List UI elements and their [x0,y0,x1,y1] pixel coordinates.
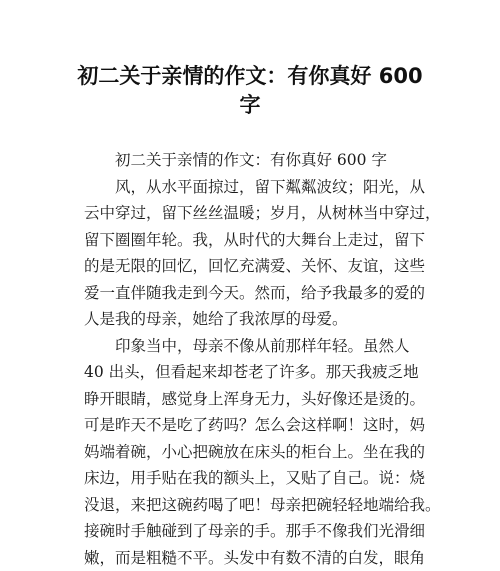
text-line: 人是我的母亲，她给了我浓厚的母爱。 [84,306,424,333]
text-line: 床边，用手贴在我的额头上，又贴了自己。说：烧 [84,465,424,492]
text-line: 印象当中，母亲不像从前那样年轻。虽然人 [84,333,424,360]
text-line: 初二关于亲情的作文：有你真好 600 字 [84,147,424,174]
text-line: 风，从水平面掠过，留下粼粼波纹；阳光，从 [84,174,424,201]
document-title [70,62,430,120]
text-line: 云中穿过，留下丝丝温暖；岁月，从树林当中穿过， [84,200,424,227]
text-line: 爱一直伴随我走到今天。然而，给予我最多的爱的 [84,280,424,307]
text-line: 睁开眼睛，感觉身上浑身无力，头好像还是烫的。 [84,386,424,413]
title-line-2: 字 [70,91,430,120]
text-line: 40 出头，但看起来却苍老了许多。那天我疲乏地 [84,359,424,386]
text-line: 妈端着碗，小心把碗放在床头的柜台上。坐在我的 [84,439,424,466]
text-line: 留下圈圈年轮。我，从时代的大舞台上走过，留下 [84,227,424,254]
text-line: 接碗时手触碰到了母亲的手。那手不像我们光滑细 [84,518,424,545]
title-line-1: 初二关于亲情的作文：有你真好 600 [70,62,430,91]
document-body [84,147,424,571]
text-line: 嫩，而是粗糙不平。头发中有数不清的白发，眼角 [84,545,424,571]
text-line: 可是昨天不是吃了药吗？怎么会这样啊！这时，妈 [84,412,424,439]
text-line: 没退，来把这碗药喝了吧！母亲把碗轻轻地端给我。 [84,492,424,519]
text-line: 的是无限的回忆，回忆充满爱、关怀、友谊，这些 [84,253,424,280]
